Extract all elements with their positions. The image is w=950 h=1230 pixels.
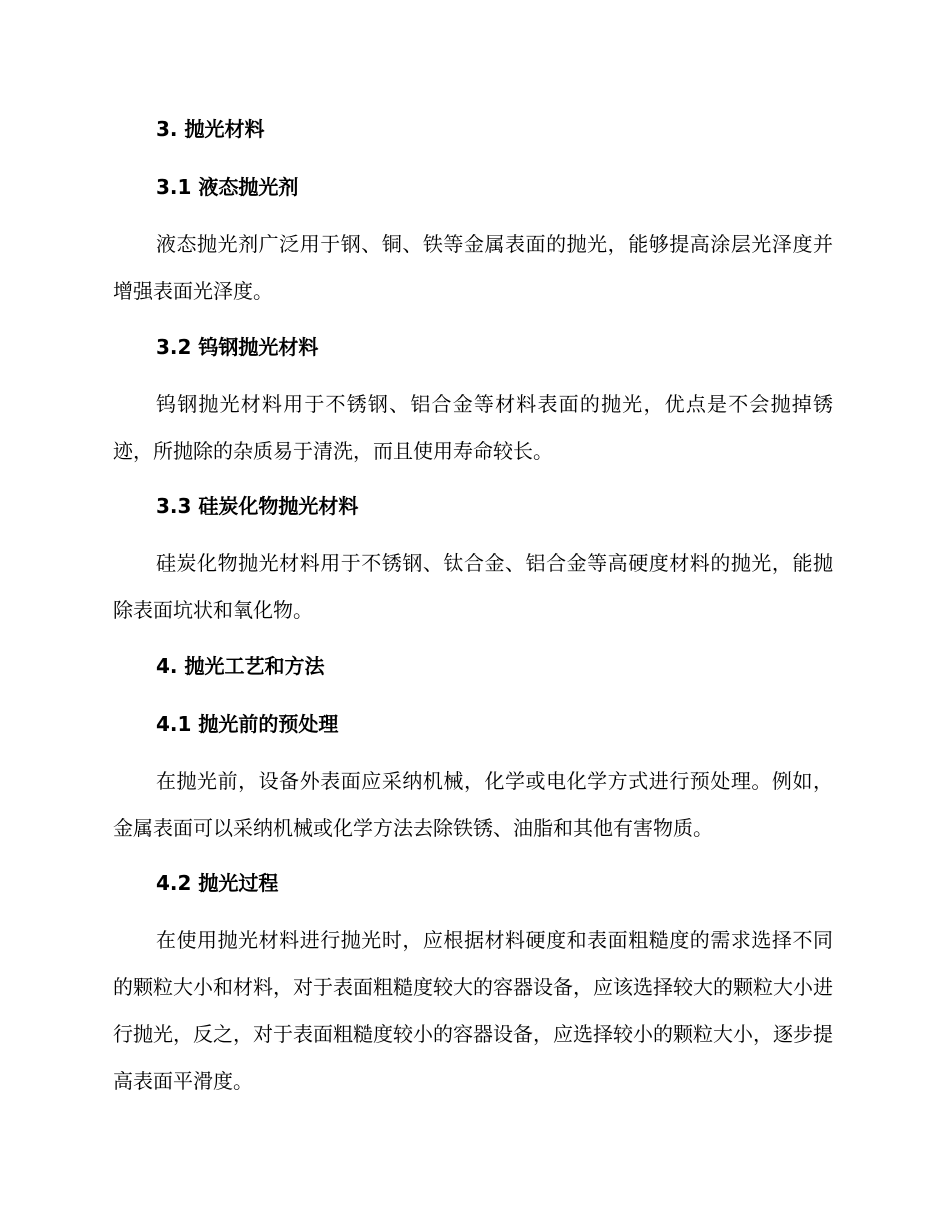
section-4-2-heading: 4.2 抛光过程 [156,871,279,895]
section-4-1-heading: 4.1 抛光前的预处理 [156,712,339,736]
section-3-3-paragraph: 硅炭化物抛光材料用于不锈钢、钛合金、铝合金等高硬度材料的抛光，能抛除表面坑状和氧化物。 [113,551,833,622]
section-3-1-heading: 3.1 液态抛光剂 [156,175,299,199]
section-3-2-paragraph: 钨钢抛光材料用于不锈钢、铝合金等材料表面的抛光，优点是不会抛掉锈迹，所抛除的杂质易于清洗，而且使用寿命较长。 [113,392,833,463]
section-3-1-paragraph: 液态抛光剂广泛用于钢、铜、铁等金属表面的抛光，能够提高涂层光泽度并增强表面光泽度。 [113,232,833,303]
section-3-heading: 3. 抛光材料 [156,117,265,141]
section-4-heading: 4. 抛光工艺和方法 [156,654,325,678]
section-4-1-paragraph: 在抛光前，设备外表面应采纳机械，化学或电化学方式进行预处理。例如，金属表面可以采纳机械或化学方法去除铁锈、油脂和其他有害物质。 [113,769,833,840]
section-3-3-heading: 3.3 硅炭化物抛光材料 [156,494,359,518]
section-3-2-heading: 3.2 钨钢抛光材料 [156,335,319,359]
section-4-2-paragraph: 在使用抛光材料进行抛光时，应根据材料硬度和表面粗糙度的需求选择不同的颗粒大小和材料，对于表面粗糙度较大的容器设备，应该选择较大的颗粒大小进行抛光，反之，对于表面粗糙度较小的容器设备，应选择较小的颗粒大小，逐步提高表面平滑度。 [113,928,833,1093]
